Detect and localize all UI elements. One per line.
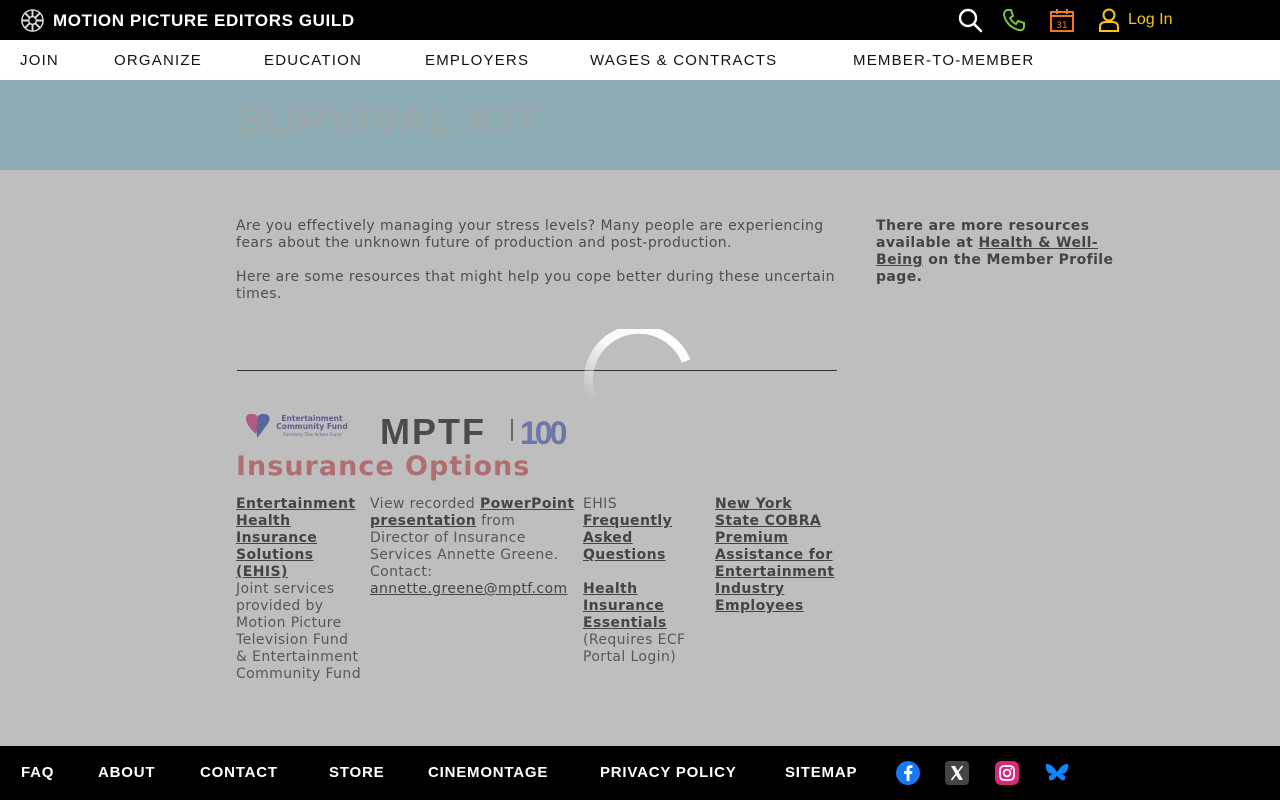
- nav-item-wages-contracts[interactable]: WAGES & CONTRACTS: [590, 52, 778, 69]
- site-logo[interactable]: [20, 8, 355, 33]
- site-footer: [0, 746, 1280, 800]
- main-nav: [0, 40, 1280, 80]
- mptf-logo-text: MPTF: [380, 413, 486, 447]
- login-label: Log In: [1128, 11, 1173, 28]
- footer-link-cinemontage[interactable]: CINEMONTAGE: [428, 764, 549, 781]
- search-icon[interactable]: [957, 7, 983, 33]
- footer-link-sitemap[interactable]: SITEMAP: [785, 764, 858, 781]
- footer-link-store[interactable]: STORE: [329, 764, 385, 781]
- site-title: MOTION PICTURE EDITORS GUILD: [53, 10, 355, 30]
- guild-emblem-icon: [20, 8, 45, 33]
- sidebar-note-suffix: on the Member Profile page.: [876, 252, 1114, 285]
- cobra-assistance-link[interactable]: New York State COBRA Premium Assistance for Entertainment Industry Employees: [715, 496, 835, 614]
- x-icon[interactable]: [944, 760, 970, 786]
- bluesky-icon[interactable]: [1044, 760, 1070, 786]
- powerpoint-presentation-link[interactable]: PowerPoint presentation: [370, 496, 575, 529]
- ehis-faq-prefix: EHIS: [583, 496, 617, 512]
- sidebar-note-prefix: There are more resources available at: [876, 218, 1090, 251]
- portal-login-note: (Requires ECF Portal Login): [583, 632, 686, 665]
- intro-paragraph-1: Are you effectively managing your stress levels? Many people are experiencing fears about the unknown future of production and post-production.: [236, 218, 824, 251]
- page-title: SURVIVAL KIT: [236, 96, 542, 143]
- nav-item-employers[interactable]: EMPLOYERS: [425, 52, 530, 69]
- ecf-logo-tagline: Formerly The Actors Fund: [283, 433, 341, 438]
- login-link[interactable]: [1098, 8, 1172, 32]
- contact-email-link[interactable]: annette.greene@mptf.com: [370, 581, 568, 597]
- instagram-icon[interactable]: [994, 760, 1020, 786]
- presentation-prefix: View recorded: [370, 496, 480, 512]
- intro-paragraph-2: Here are some resources that might help you cope better during these uncertain times.: [236, 269, 835, 302]
- insurance-options-title: Insurance Options: [236, 451, 531, 482]
- footer-link-privacy-policy[interactable]: PRIVACY POLICY: [600, 764, 737, 781]
- nav-item-organize[interactable]: ORGANIZE: [114, 52, 202, 69]
- footer-link-contact[interactable]: CONTACT: [200, 764, 278, 781]
- ecf-logo-line2: Community Fund: [276, 422, 348, 431]
- calendar-icon[interactable]: [1049, 7, 1075, 33]
- nav-item-education[interactable]: EDUCATION: [264, 52, 363, 69]
- footer-link-faq[interactable]: FAQ: [21, 764, 55, 781]
- nav-item-member-to-member[interactable]: MEMBER-TO-MEMBER: [853, 52, 1035, 69]
- ehis-description: Joint services provided by Motion Picture Television Fund & Entertainment Community Fund: [236, 581, 361, 682]
- health-insurance-essentials-link[interactable]: Health Insurance Essentials: [583, 581, 667, 631]
- phone-icon[interactable]: [1001, 7, 1027, 33]
- top-bar: [0, 0, 1280, 40]
- facebook-icon[interactable]: [895, 760, 921, 786]
- nav-item-join[interactable]: JOIN: [20, 52, 59, 69]
- ehis-faq-link[interactable]: Frequently Asked Questions: [583, 513, 673, 563]
- mptf-100-text: 100: [520, 415, 565, 447]
- presentation-description: from Director of Insurance Services Annette Greene. Contact:: [370, 513, 559, 580]
- health-wellbeing-link[interactable]: Health & Well-Being: [876, 235, 1098, 268]
- calendar-day: 31: [1056, 21, 1068, 31]
- user-icon: [1098, 8, 1120, 32]
- ehis-link[interactable]: Entertainment Health Insurance Solutions (EHIS): [236, 496, 356, 580]
- footer-link-about[interactable]: ABOUT: [98, 764, 156, 781]
- ecf-logo-line1: Entertainment: [281, 414, 343, 423]
- loading-spinner-icon: [584, 329, 694, 439]
